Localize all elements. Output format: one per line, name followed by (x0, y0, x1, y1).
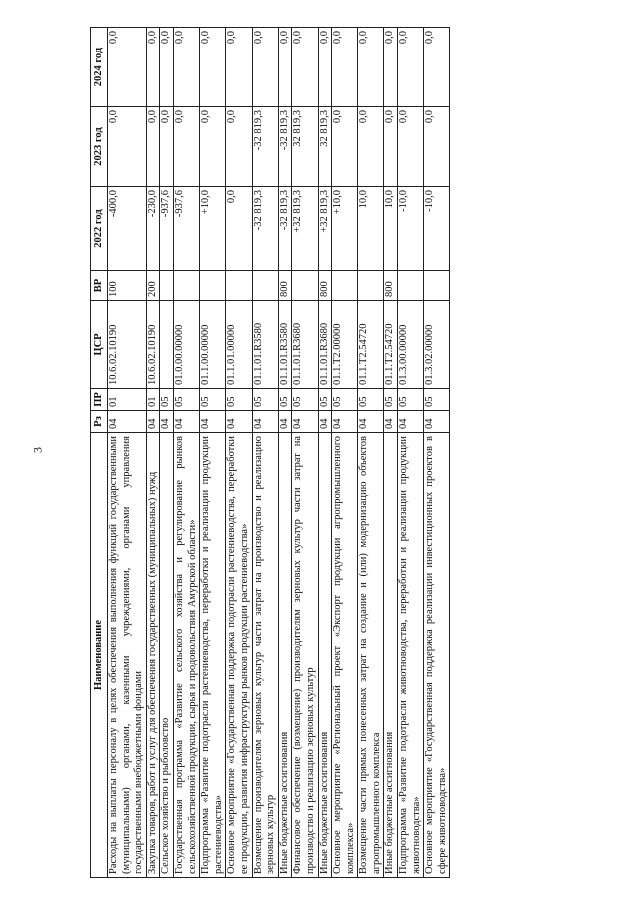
cell-rz: 04 (424, 411, 450, 433)
cell-2023: 0,0 (358, 107, 384, 187)
cell-csr: 01.1.T2.54720 (384, 301, 398, 389)
cell-csr: 01.0.00.00000 (173, 301, 199, 389)
table-row (226, 28, 252, 878)
cell-csr: 01.1.01.R3580 (278, 301, 292, 389)
header-csr: ЦСР (91, 301, 108, 389)
cell-2022: -230,0 (146, 187, 160, 271)
cell-2024: 0,0 (292, 28, 318, 107)
cell-2023: 0,0 (332, 107, 358, 187)
budget-table (90, 27, 450, 878)
table-row (424, 28, 450, 878)
table-row (358, 28, 384, 878)
cell-name: Подпрограмма «Развитие подотрасли растениеводства, переработки и реализации продукции растениеводства» (200, 433, 226, 878)
cell-pr: 05 (318, 389, 332, 411)
cell-rz: 04 (332, 411, 358, 433)
cell-2022: +10,0 (200, 187, 226, 271)
cell-name: Основное мероприятие «Государственная поддержка подотрасли растениеводства, переработки ее продукции, развития инфраструктуры рынков продукции растениеводства» (226, 433, 252, 878)
cell-rz: 04 (318, 411, 332, 433)
cell-csr: 01.1.01.00000 (226, 301, 252, 389)
cell-2023: 0,0 (226, 107, 252, 187)
table-row (332, 28, 358, 878)
cell-2022: +10,0 (332, 187, 358, 271)
cell-vr (358, 271, 384, 301)
header-2024: 2024 год (91, 28, 108, 107)
cell-2023: -32 819,3 (278, 107, 292, 187)
table-header-row (91, 28, 108, 878)
cell-rz: 04 (173, 411, 199, 433)
cell-name: Основное мероприятие «Государственная поддержка реализации инвестиционных проектов в сфере животноводства» (424, 433, 450, 878)
cell-name: Иные бюджетные ассигнования (384, 433, 398, 878)
cell-pr: 05 (358, 389, 384, 411)
table-row (108, 28, 147, 878)
header-vr: ВР (91, 271, 108, 301)
cell-2023: 32 819,3 (318, 107, 332, 187)
cell-pr: 05 (292, 389, 318, 411)
cell-vr (173, 271, 199, 301)
cell-csr (160, 301, 174, 389)
cell-name: Подпрограмма «Развитие подотрасли животноводства, переработки и реализации продукции животноводства» (398, 433, 424, 878)
cell-name: Возмещение части прямых понесенных затрат на создание и (или) модернизацию объектов агропромышленного комплекса (358, 433, 384, 878)
budget-table-rotated (90, 28, 560, 878)
cell-vr: 800 (278, 271, 292, 301)
table-row (292, 28, 318, 878)
cell-2022: -10,0 (424, 187, 450, 271)
table-body (108, 28, 450, 878)
table-row (398, 28, 424, 878)
cell-2023: 0,0 (398, 107, 424, 187)
cell-rz: 04 (278, 411, 292, 433)
cell-pr: 05 (424, 389, 450, 411)
cell-vr (160, 271, 174, 301)
cell-name: Расходы на выплаты персоналу в целях обеспечения выполнения функций государственными (муниципальными) органами, казенными учреждениями, органами управления государственными внебюджетными фондами (108, 433, 147, 878)
cell-2024: 0,0 (160, 28, 174, 107)
cell-csr: 01.1.01.R3580 (252, 301, 278, 389)
cell-rz: 04 (292, 411, 318, 433)
cell-csr: 01.1.01.R3680 (292, 301, 318, 389)
header-2023: 2023 год (91, 107, 108, 187)
cell-rz: 04 (398, 411, 424, 433)
table-row (278, 28, 292, 878)
cell-name: Возмещение производителям зерновых культур части затрат на производство и реализацию зерновых культур (252, 433, 278, 878)
cell-csr: 01.1.T2.00000 (332, 301, 358, 389)
cell-vr (292, 271, 318, 301)
cell-2022: -32 819,3 (252, 187, 278, 271)
cell-pr: 05 (160, 389, 174, 411)
cell-2024: 0,0 (173, 28, 199, 107)
cell-2022: 10,0 (358, 187, 384, 271)
cell-csr: 01.3.02.00000 (424, 301, 450, 389)
cell-2022: -10,0 (398, 187, 424, 271)
cell-csr: 10.6.02.10190 (108, 301, 147, 389)
cell-2022: -937,6 (160, 187, 174, 271)
table-row (200, 28, 226, 878)
table-row (384, 28, 398, 878)
cell-2023: 0,0 (424, 107, 450, 187)
cell-2023: 0,0 (160, 107, 174, 187)
cell-name: Закупка товаров, работ и услуг для обеспечения государственных (муниципальных) нужд (146, 433, 160, 878)
cell-vr (332, 271, 358, 301)
cell-2023: 0,0 (146, 107, 160, 187)
cell-rz: 04 (358, 411, 384, 433)
cell-2024: 0,0 (318, 28, 332, 107)
cell-2024: 0,0 (384, 28, 398, 107)
table-row (146, 28, 160, 878)
cell-rz: 04 (384, 411, 398, 433)
cell-rz: 04 (226, 411, 252, 433)
cell-2023: 0,0 (384, 107, 398, 187)
cell-2022: +32 819,3 (292, 187, 318, 271)
cell-pr: 05 (278, 389, 292, 411)
cell-rz: 04 (252, 411, 278, 433)
cell-2024: 0,0 (424, 28, 450, 107)
cell-2023: -32 819,3 (252, 107, 278, 187)
cell-rz: 04 (200, 411, 226, 433)
cell-pr: 05 (173, 389, 199, 411)
cell-2023: 0,0 (200, 107, 226, 187)
cell-vr (252, 271, 278, 301)
cell-pr: 05 (398, 389, 424, 411)
cell-2024: 0,0 (226, 28, 252, 107)
cell-rz: 04 (160, 411, 174, 433)
cell-2024: 0,0 (332, 28, 358, 107)
table-row (160, 28, 174, 878)
cell-vr (226, 271, 252, 301)
header-2022: 2022 год (91, 187, 108, 271)
cell-csr: 01.1.00.00000 (200, 301, 226, 389)
cell-vr (424, 271, 450, 301)
cell-vr: 200 (146, 271, 160, 301)
cell-2024: 0,0 (200, 28, 226, 107)
cell-vr: 800 (384, 271, 398, 301)
cell-pr: 01 (108, 389, 147, 411)
cell-2023: 0,0 (173, 107, 199, 187)
cell-rz: 04 (108, 411, 147, 433)
cell-2022: -400,0 (108, 187, 147, 271)
page-number: 3 (30, 447, 45, 453)
cell-csr: 10.6.02.10190 (146, 301, 160, 389)
cell-2024: 0,0 (252, 28, 278, 107)
cell-name: Основное мероприятие «Региональный проект «Экспорт продукции агропромышленного комплекса» (332, 433, 358, 878)
cell-name: Государственная программа «Развитие сельского хозяйства и регулирование рынков сельскохозяйственной продукции, сырья и продовольствия Амурской области» (173, 433, 199, 878)
header-name: Наименование (91, 433, 108, 878)
cell-name: Сельское хозяйство и рыболовство (160, 433, 174, 878)
cell-rz: 04 (146, 411, 160, 433)
cell-name: Финансовое обеспечение (возмещение) производителям зерновых культур части затрат на производство и реализацию зерновых культур (292, 433, 318, 878)
header-rz: Рз (91, 411, 108, 433)
cell-2024: 0,0 (278, 28, 292, 107)
table-row (252, 28, 278, 878)
cell-pr: 05 (384, 389, 398, 411)
cell-2024: 0,0 (108, 28, 147, 107)
cell-name: Иные бюджетные ассигнования (278, 433, 292, 878)
cell-pr: 05 (332, 389, 358, 411)
cell-pr: 05 (200, 389, 226, 411)
cell-2022: 0,0 (226, 187, 252, 271)
cell-name: Иные бюджетные ассигнования (318, 433, 332, 878)
cell-pr: 01 (146, 389, 160, 411)
cell-vr: 100 (108, 271, 147, 301)
header-pr: ПР (91, 389, 108, 411)
cell-csr: 01.1.T2.54720 (358, 301, 384, 389)
cell-pr: 05 (252, 389, 278, 411)
cell-2022: +32 819,3 (318, 187, 332, 271)
cell-2022: -937,6 (173, 187, 199, 271)
cell-vr (398, 271, 424, 301)
cell-csr: 01.3.00.00000 (398, 301, 424, 389)
cell-2022: -32 819,3 (278, 187, 292, 271)
cell-2024: 0,0 (146, 28, 160, 107)
cell-csr: 01.1.01.R3680 (318, 301, 332, 389)
cell-vr: 800 (318, 271, 332, 301)
cell-2022: 10,0 (384, 187, 398, 271)
cell-pr: 05 (226, 389, 252, 411)
cell-vr (200, 271, 226, 301)
cell-2024: 0,0 (358, 28, 384, 107)
table-row (318, 28, 332, 878)
cell-2023: 32 819,3 (292, 107, 318, 187)
table-row (173, 28, 199, 878)
cell-2023: 0,0 (108, 107, 147, 187)
cell-2024: 0,0 (398, 28, 424, 107)
